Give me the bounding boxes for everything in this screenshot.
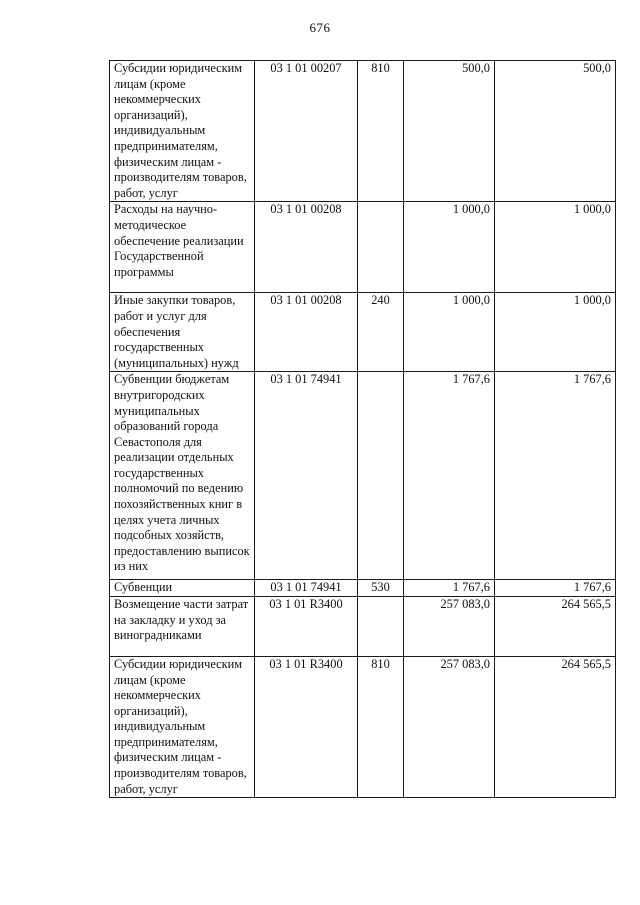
row-name-cell: Расходы на научно-методическое обеспечение реализации Государственной программы — [110, 202, 255, 293]
row-code-cell: 03 1 01 00207 — [255, 61, 358, 202]
row-value-2-cell: 1 767,6 — [495, 372, 616, 580]
row-value-1-cell: 500,0 — [404, 61, 495, 202]
row-name-cell: Субсидии юридическим лицам (кроме некоммерческих организаций), индивидуальным предпринимателям, физическим лицам - производителям товаров, работ, услуг — [110, 61, 255, 202]
row-code-cell: 03 1 01 74941 — [255, 580, 358, 597]
table-row — [110, 372, 616, 580]
row-value-2-cell: 500,0 — [495, 61, 616, 202]
row-expense-type-cell — [358, 372, 404, 580]
row-name-cell: Иные закупки товаров, работ и услуг для обеспечения государственных (муниципальных) нужд — [110, 293, 255, 372]
row-value-2-cell: 264 565,5 — [495, 656, 616, 797]
table-row — [110, 580, 616, 597]
row-code-cell: 03 1 01 74941 — [255, 372, 358, 580]
row-code-cell: 03 1 01 R3400 — [255, 656, 358, 797]
row-value-2-cell: 1 000,0 — [495, 293, 616, 372]
table-row — [110, 202, 616, 293]
row-value-1-cell: 257 083,0 — [404, 656, 495, 797]
row-expense-type-cell — [358, 596, 404, 656]
row-name-cell: Субвенции бюджетам внутригородских муниципальных образований города Севастополя для реализации отдельных государственных полномочий по ведению похозяйственных книг в целях учета личных подсобных хозяйств, предоставлению выписок из них — [110, 372, 255, 580]
row-value-2-cell: 1 000,0 — [495, 202, 616, 293]
row-name-cell: Субсидии юридическим лицам (кроме некоммерческих организаций), индивидуальным предпринимателям, физическим лицам - производителям товаров, работ, услуг — [110, 656, 255, 797]
row-expense-type-cell: 810 — [358, 61, 404, 202]
page-number: 676 — [309, 20, 331, 35]
row-name-cell: Субвенции — [110, 580, 255, 597]
row-value-2-cell: 264 565,5 — [495, 596, 616, 656]
row-value-1-cell: 1 000,0 — [404, 202, 495, 293]
row-expense-type-cell: 530 — [358, 580, 404, 597]
row-value-1-cell: 1 000,0 — [404, 293, 495, 372]
row-code-cell: 03 1 01 00208 — [255, 202, 358, 293]
row-code-cell: 03 1 01 R3400 — [255, 596, 358, 656]
row-expense-type-cell: 810 — [358, 656, 404, 797]
table-row — [110, 596, 616, 656]
row-expense-type-cell: 240 — [358, 293, 404, 372]
row-value-1-cell: 257 083,0 — [404, 596, 495, 656]
row-value-1-cell: 1 767,6 — [404, 580, 495, 597]
budget-table — [109, 60, 616, 798]
row-name-cell: Возмещение части затрат на закладку и уход за виноградниками — [110, 596, 255, 656]
table-row — [110, 61, 616, 202]
row-expense-type-cell — [358, 202, 404, 293]
row-value-1-cell: 1 767,6 — [404, 372, 495, 580]
row-value-2-cell: 1 767,6 — [495, 580, 616, 597]
row-code-cell: 03 1 01 00208 — [255, 293, 358, 372]
table-row — [110, 656, 616, 797]
table-row — [110, 293, 616, 372]
